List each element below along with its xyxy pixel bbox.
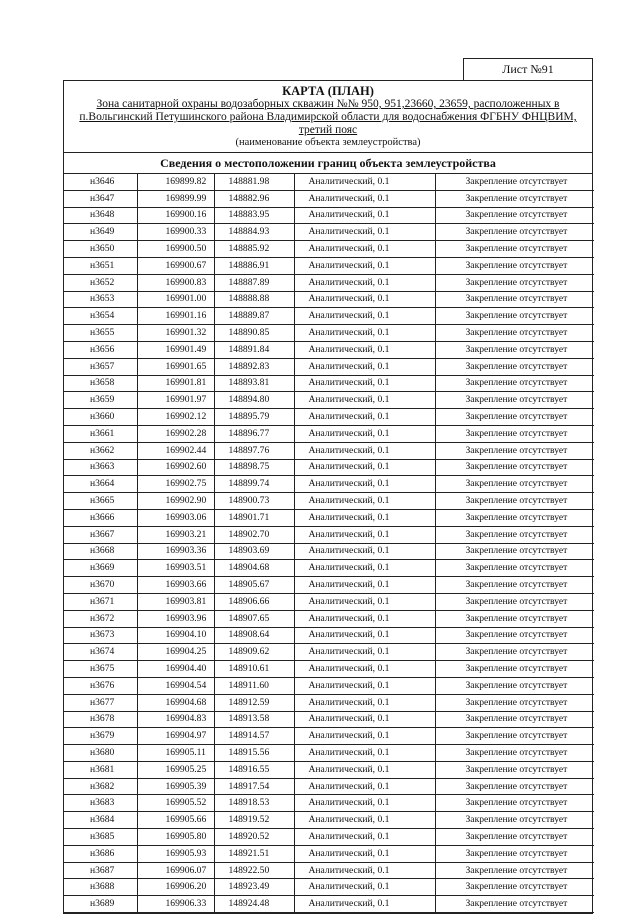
fixing-description-cell: Закрепление отсутствует xyxy=(435,829,594,846)
x-coordinate-cell: 169905.52 xyxy=(137,795,214,812)
point-name-cell: н3681 xyxy=(64,761,137,778)
point-name-cell: н3658 xyxy=(64,375,137,392)
fixing-description-cell: Закрепление отсутствует xyxy=(435,677,594,694)
fixing-description-cell: Закрепление отсутствует xyxy=(435,459,594,476)
x-coordinate-cell: 169903.66 xyxy=(137,577,214,594)
y-coordinate-cell: 148923.49 xyxy=(214,879,294,896)
x-coordinate-cell: 169901.97 xyxy=(137,392,214,409)
y-coordinate-cell: 148903.69 xyxy=(214,543,294,560)
fixing-description-cell: Закрепление отсутствует xyxy=(435,257,594,274)
y-coordinate-cell: 148921.51 xyxy=(214,845,294,862)
fixing-description-cell: Закрепление отсутствует xyxy=(435,577,594,594)
fixing-description-cell: Закрепление отсутствует xyxy=(435,778,594,795)
fixing-description-cell: Закрепление отсутствует xyxy=(435,442,594,459)
table-row xyxy=(64,207,594,224)
fixing-description-cell: Закрепление отсутствует xyxy=(435,526,594,543)
x-coordinate-cell: 169902.44 xyxy=(137,442,214,459)
point-name-cell: н3656 xyxy=(64,341,137,358)
point-name-cell: н3661 xyxy=(64,425,137,442)
y-coordinate-cell: 148896.77 xyxy=(214,425,294,442)
method-accuracy-cell: Аналитический, 0.1 xyxy=(294,375,435,392)
fixing-description-cell: Закрепление отсутствует xyxy=(435,543,594,560)
table-row xyxy=(64,325,594,342)
table-row xyxy=(64,224,594,241)
section-title: Сведения о местоположении границ объекта землеустройства xyxy=(64,153,592,174)
x-coordinate-cell: 169904.25 xyxy=(137,644,214,661)
x-coordinate-cell: 169900.83 xyxy=(137,274,214,291)
table-row xyxy=(64,560,594,577)
y-coordinate-cell: 148911.60 xyxy=(214,677,294,694)
method-accuracy-cell: Аналитический, 0.1 xyxy=(294,509,435,526)
x-coordinate-cell: 169901.65 xyxy=(137,358,214,375)
point-name-cell: н3650 xyxy=(64,241,137,258)
table-row xyxy=(64,778,594,795)
point-name-cell: н3664 xyxy=(64,476,137,493)
method-accuracy-cell: Аналитический, 0.1 xyxy=(294,862,435,879)
method-accuracy-cell: Аналитический, 0.1 xyxy=(294,341,435,358)
y-coordinate-cell: 148889.87 xyxy=(214,308,294,325)
object-name-line-2: п.Вольгинский Петушинского района Владимирской области для водоснабжения ФГБНУ ФНЦВИМ, xyxy=(79,111,577,123)
x-coordinate-cell: 169902.12 xyxy=(137,409,214,426)
point-name-cell: н3671 xyxy=(64,593,137,610)
method-accuracy-cell: Аналитический, 0.1 xyxy=(294,392,435,409)
y-coordinate-cell: 148883.95 xyxy=(214,207,294,224)
point-name-cell: н3676 xyxy=(64,677,137,694)
fixing-description-cell: Закрепление отсутствует xyxy=(435,409,594,426)
method-accuracy-cell: Аналитический, 0.1 xyxy=(294,896,435,913)
point-name-cell: н3688 xyxy=(64,879,137,896)
y-coordinate-cell: 148918.53 xyxy=(214,795,294,812)
x-coordinate-cell: 169904.10 xyxy=(137,627,214,644)
fixing-description-cell: Закрепление отсутствует xyxy=(435,845,594,862)
x-coordinate-cell: 169903.21 xyxy=(137,526,214,543)
method-accuracy-cell: Аналитический, 0.1 xyxy=(294,644,435,661)
x-coordinate-cell: 169900.16 xyxy=(137,207,214,224)
fixing-description-cell: Закрепление отсутствует xyxy=(435,392,594,409)
point-name-cell: н3672 xyxy=(64,610,137,627)
object-name-line-1: Зона санитарной охраны водозаборных скважин №№ 950, 951,23660, 23659, расположенных в xyxy=(96,98,560,110)
method-accuracy-cell: Аналитический, 0.1 xyxy=(294,661,435,678)
x-coordinate-cell: 169903.06 xyxy=(137,509,214,526)
y-coordinate-cell: 148897.76 xyxy=(214,442,294,459)
fixing-description-cell: Закрепление отсутствует xyxy=(435,325,594,342)
table-row xyxy=(64,174,594,190)
point-name-cell: н3666 xyxy=(64,509,137,526)
x-coordinate-cell: 169902.28 xyxy=(137,425,214,442)
point-name-cell: н3653 xyxy=(64,291,137,308)
x-coordinate-cell: 169906.33 xyxy=(137,896,214,913)
x-coordinate-cell: 169901.49 xyxy=(137,341,214,358)
point-name-cell: н3673 xyxy=(64,627,137,644)
method-accuracy-cell: Аналитический, 0.1 xyxy=(294,778,435,795)
x-coordinate-cell: 169900.50 xyxy=(137,241,214,258)
y-coordinate-cell: 148884.93 xyxy=(214,224,294,241)
x-coordinate-cell: 169905.11 xyxy=(137,745,214,762)
point-name-cell: н3679 xyxy=(64,728,137,745)
y-coordinate-cell: 148922.50 xyxy=(214,862,294,879)
document-header xyxy=(64,81,592,153)
y-coordinate-cell: 148881.98 xyxy=(214,174,294,190)
table-row xyxy=(64,308,594,325)
point-name-cell: н3680 xyxy=(64,745,137,762)
method-accuracy-cell: Аналитический, 0.1 xyxy=(294,358,435,375)
fixing-description-cell: Закрепление отсутствует xyxy=(435,425,594,442)
map-plan-table xyxy=(63,80,593,914)
fixing-description-cell: Закрепление отсутствует xyxy=(435,627,594,644)
fixing-description-cell: Закрепление отсутствует xyxy=(435,795,594,812)
y-coordinate-cell: 148909.62 xyxy=(214,644,294,661)
point-name-cell: н3651 xyxy=(64,257,137,274)
point-name-cell: н3669 xyxy=(64,560,137,577)
table-row xyxy=(64,274,594,291)
method-accuracy-cell: Аналитический, 0.1 xyxy=(294,493,435,510)
fixing-description-cell: Закрепление отсутствует xyxy=(435,560,594,577)
x-coordinate-cell: 169904.54 xyxy=(137,677,214,694)
x-coordinate-cell: 169905.66 xyxy=(137,812,214,829)
method-accuracy-cell: Аналитический, 0.1 xyxy=(294,761,435,778)
y-coordinate-cell: 148917.54 xyxy=(214,778,294,795)
method-accuracy-cell: Аналитический, 0.1 xyxy=(294,795,435,812)
x-coordinate-cell: 169903.81 xyxy=(137,593,214,610)
table-row xyxy=(64,493,594,510)
x-coordinate-cell: 169902.60 xyxy=(137,459,214,476)
point-name-cell: н3686 xyxy=(64,845,137,862)
table-row xyxy=(64,341,594,358)
table-row xyxy=(64,526,594,543)
table-row xyxy=(64,795,594,812)
method-accuracy-cell: Аналитический, 0.1 xyxy=(294,812,435,829)
table-row xyxy=(64,241,594,258)
table-row xyxy=(64,829,594,846)
y-coordinate-cell: 148905.67 xyxy=(214,577,294,594)
method-accuracy-cell: Аналитический, 0.1 xyxy=(294,291,435,308)
fixing-description-cell: Закрепление отсутствует xyxy=(435,509,594,526)
y-coordinate-cell: 148890.85 xyxy=(214,325,294,342)
table-row xyxy=(64,291,594,308)
point-name-cell: н3647 xyxy=(64,190,137,207)
method-accuracy-cell: Аналитический, 0.1 xyxy=(294,610,435,627)
table-row xyxy=(64,728,594,745)
point-name-cell: н3659 xyxy=(64,392,137,409)
point-name-cell: н3646 xyxy=(64,174,137,190)
y-coordinate-cell: 148915.56 xyxy=(214,745,294,762)
table-row xyxy=(64,896,594,913)
fixing-description-cell: Закрепление отсутствует xyxy=(435,761,594,778)
method-accuracy-cell: Аналитический, 0.1 xyxy=(294,325,435,342)
point-name-cell: н3682 xyxy=(64,778,137,795)
x-coordinate-cell: 169904.83 xyxy=(137,711,214,728)
method-accuracy-cell: Аналитический, 0.1 xyxy=(294,593,435,610)
table-row xyxy=(64,761,594,778)
fixing-description-cell: Закрепление отсутствует xyxy=(435,241,594,258)
point-name-cell: н3662 xyxy=(64,442,137,459)
method-accuracy-cell: Аналитический, 0.1 xyxy=(294,728,435,745)
fixing-description-cell: Закрепление отсутствует xyxy=(435,224,594,241)
y-coordinate-cell: 148919.52 xyxy=(214,812,294,829)
fixing-description-cell: Закрепление отсутствует xyxy=(435,593,594,610)
table-row xyxy=(64,644,594,661)
y-coordinate-cell: 148908.64 xyxy=(214,627,294,644)
point-name-cell: н3687 xyxy=(64,862,137,879)
fixing-description-cell: Закрепление отсутствует xyxy=(435,711,594,728)
x-coordinate-cell: 169904.97 xyxy=(137,728,214,745)
y-coordinate-cell: 148886.91 xyxy=(214,257,294,274)
fixing-description-cell: Закрепление отсутствует xyxy=(435,745,594,762)
method-accuracy-cell: Аналитический, 0.1 xyxy=(294,677,435,694)
y-coordinate-cell: 148913.58 xyxy=(214,711,294,728)
method-accuracy-cell: Аналитический, 0.1 xyxy=(294,627,435,644)
x-coordinate-cell: 169903.36 xyxy=(137,543,214,560)
table-row xyxy=(64,627,594,644)
y-coordinate-cell: 148916.55 xyxy=(214,761,294,778)
x-coordinate-cell: 169906.20 xyxy=(137,879,214,896)
method-accuracy-cell: Аналитический, 0.1 xyxy=(294,476,435,493)
method-accuracy-cell: Аналитический, 0.1 xyxy=(294,308,435,325)
y-coordinate-cell: 148907.65 xyxy=(214,610,294,627)
method-accuracy-cell: Аналитический, 0.1 xyxy=(294,560,435,577)
y-coordinate-cell: 148900.73 xyxy=(214,493,294,510)
method-accuracy-cell: Аналитический, 0.1 xyxy=(294,207,435,224)
method-accuracy-cell: Аналитический, 0.1 xyxy=(294,274,435,291)
fixing-description-cell: Закрепление отсутствует xyxy=(435,476,594,493)
x-coordinate-cell: 169901.32 xyxy=(137,325,214,342)
method-accuracy-cell: Аналитический, 0.1 xyxy=(294,845,435,862)
method-accuracy-cell: Аналитический, 0.1 xyxy=(294,442,435,459)
y-coordinate-cell: 148893.81 xyxy=(214,375,294,392)
x-coordinate-cell: 169902.90 xyxy=(137,493,214,510)
method-accuracy-cell: Аналитический, 0.1 xyxy=(294,526,435,543)
method-accuracy-cell: Аналитический, 0.1 xyxy=(294,174,435,190)
document-title: КАРТА (ПЛАН) xyxy=(282,84,374,98)
point-name-cell: н3652 xyxy=(64,274,137,291)
x-coordinate-cell: 169905.80 xyxy=(137,829,214,846)
y-coordinate-cell: 148901.71 xyxy=(214,509,294,526)
y-coordinate-cell: 148912.59 xyxy=(214,694,294,711)
table-row xyxy=(64,845,594,862)
point-name-cell: н3660 xyxy=(64,409,137,426)
y-coordinate-cell: 148914.57 xyxy=(214,728,294,745)
table-row xyxy=(64,745,594,762)
table-row xyxy=(64,711,594,728)
method-accuracy-cell: Аналитический, 0.1 xyxy=(294,224,435,241)
fixing-description-cell: Закрепление отсутствует xyxy=(435,207,594,224)
table-row xyxy=(64,593,594,610)
table-row xyxy=(64,509,594,526)
table-row xyxy=(64,459,594,476)
sheet-number: Лист №91 xyxy=(463,58,593,81)
fixing-description-cell: Закрепление отсутствует xyxy=(435,661,594,678)
fixing-description-cell: Закрепление отсутствует xyxy=(435,694,594,711)
table-row xyxy=(64,409,594,426)
table-row xyxy=(64,543,594,560)
y-coordinate-cell: 148898.75 xyxy=(214,459,294,476)
y-coordinate-cell: 148902.70 xyxy=(214,526,294,543)
table-row xyxy=(64,862,594,879)
fixing-description-cell: Закрепление отсутствует xyxy=(435,862,594,879)
table-row xyxy=(64,476,594,493)
fixing-description-cell: Закрепление отсутствует xyxy=(435,341,594,358)
x-coordinate-cell: 169905.93 xyxy=(137,845,214,862)
fixing-description-cell: Закрепление отсутствует xyxy=(435,358,594,375)
point-name-cell: н3670 xyxy=(64,577,137,594)
x-coordinate-cell: 169906.07 xyxy=(137,862,214,879)
x-coordinate-cell: 169902.75 xyxy=(137,476,214,493)
method-accuracy-cell: Аналитический, 0.1 xyxy=(294,879,435,896)
fixing-description-cell: Закрепление отсутствует xyxy=(435,728,594,745)
fixing-description-cell: Закрепление отсутствует xyxy=(435,610,594,627)
table-row xyxy=(64,257,594,274)
point-name-cell: н3649 xyxy=(64,224,137,241)
method-accuracy-cell: Аналитический, 0.1 xyxy=(294,543,435,560)
y-coordinate-cell: 148904.68 xyxy=(214,560,294,577)
fixing-description-cell: Закрепление отсутствует xyxy=(435,190,594,207)
object-name-line-3: третий пояс xyxy=(298,124,358,136)
method-accuracy-cell: Аналитический, 0.1 xyxy=(294,190,435,207)
point-name-cell: н3668 xyxy=(64,543,137,560)
table-row xyxy=(64,190,594,207)
y-coordinate-cell: 148899.74 xyxy=(214,476,294,493)
method-accuracy-cell: Аналитический, 0.1 xyxy=(294,829,435,846)
y-coordinate-cell: 148910.61 xyxy=(214,661,294,678)
x-coordinate-cell: 169905.25 xyxy=(137,761,214,778)
fixing-description-cell: Закрепление отсутствует xyxy=(435,896,594,913)
method-accuracy-cell: Аналитический, 0.1 xyxy=(294,459,435,476)
point-name-cell: н3667 xyxy=(64,526,137,543)
method-accuracy-cell: Аналитический, 0.1 xyxy=(294,745,435,762)
table-row xyxy=(64,577,594,594)
point-name-cell: н3685 xyxy=(64,829,137,846)
method-accuracy-cell: Аналитический, 0.1 xyxy=(294,409,435,426)
fixing-description-cell: Закрепление отсутствует xyxy=(435,812,594,829)
x-coordinate-cell: 169901.81 xyxy=(137,375,214,392)
method-accuracy-cell: Аналитический, 0.1 xyxy=(294,577,435,594)
y-coordinate-cell: 148895.79 xyxy=(214,409,294,426)
table-row xyxy=(64,677,594,694)
point-name-cell: н3665 xyxy=(64,493,137,510)
y-coordinate-cell: 148906.66 xyxy=(214,593,294,610)
point-name-cell: н3684 xyxy=(64,812,137,829)
table-row xyxy=(64,694,594,711)
boundary-points-body xyxy=(64,174,594,913)
point-name-cell: н3678 xyxy=(64,711,137,728)
x-coordinate-cell: 169903.51 xyxy=(137,560,214,577)
method-accuracy-cell: Аналитический, 0.1 xyxy=(294,711,435,728)
x-coordinate-cell: 169899.99 xyxy=(137,190,214,207)
point-name-cell: н3675 xyxy=(64,661,137,678)
x-coordinate-cell: 169901.16 xyxy=(137,308,214,325)
x-coordinate-cell: 169899.82 xyxy=(137,174,214,190)
fixing-description-cell: Закрепление отсутствует xyxy=(435,493,594,510)
point-name-cell: н3674 xyxy=(64,644,137,661)
method-accuracy-cell: Аналитический, 0.1 xyxy=(294,257,435,274)
method-accuracy-cell: Аналитический, 0.1 xyxy=(294,241,435,258)
table-row xyxy=(64,375,594,392)
table-row xyxy=(64,879,594,896)
point-name-cell: н3648 xyxy=(64,207,137,224)
method-accuracy-cell: Аналитический, 0.1 xyxy=(294,694,435,711)
x-coordinate-cell: 169904.40 xyxy=(137,661,214,678)
y-coordinate-cell: 148892.83 xyxy=(214,358,294,375)
fixing-description-cell: Закрепление отсутствует xyxy=(435,274,594,291)
fixing-description-cell: Закрепление отсутствует xyxy=(435,308,594,325)
boundary-points-table xyxy=(64,174,594,913)
point-name-cell: н3657 xyxy=(64,358,137,375)
x-coordinate-cell: 169901.00 xyxy=(137,291,214,308)
fixing-description-cell: Закрепление отсутствует xyxy=(435,375,594,392)
x-coordinate-cell: 169903.96 xyxy=(137,610,214,627)
method-accuracy-cell: Аналитический, 0.1 xyxy=(294,425,435,442)
fixing-description-cell: Закрепление отсутствует xyxy=(435,174,594,190)
y-coordinate-cell: 148894.80 xyxy=(214,392,294,409)
table-row xyxy=(64,425,594,442)
y-coordinate-cell: 148882.96 xyxy=(214,190,294,207)
y-coordinate-cell: 148924.48 xyxy=(214,896,294,913)
table-row xyxy=(64,661,594,678)
x-coordinate-cell: 169900.67 xyxy=(137,257,214,274)
table-row xyxy=(64,812,594,829)
fixing-description-cell: Закрепление отсутствует xyxy=(435,291,594,308)
y-coordinate-cell: 148887.89 xyxy=(214,274,294,291)
point-name-cell: н3654 xyxy=(64,308,137,325)
point-name-cell: н3677 xyxy=(64,694,137,711)
x-coordinate-cell: 169905.39 xyxy=(137,778,214,795)
y-coordinate-cell: 148920.52 xyxy=(214,829,294,846)
table-row xyxy=(64,442,594,459)
object-name-caption: (наименование объекта землеустройства) xyxy=(235,137,421,148)
y-coordinate-cell: 148888.88 xyxy=(214,291,294,308)
table-row xyxy=(64,610,594,627)
table-row xyxy=(64,358,594,375)
x-coordinate-cell: 169900.33 xyxy=(137,224,214,241)
fixing-description-cell: Закрепление отсутствует xyxy=(435,644,594,661)
point-name-cell: н3689 xyxy=(64,896,137,913)
point-name-cell: н3655 xyxy=(64,325,137,342)
fixing-description-cell: Закрепление отсутствует xyxy=(435,879,594,896)
point-name-cell: н3683 xyxy=(64,795,137,812)
x-coordinate-cell: 169904.68 xyxy=(137,694,214,711)
y-coordinate-cell: 148885.92 xyxy=(214,241,294,258)
table-row xyxy=(64,392,594,409)
point-name-cell: н3663 xyxy=(64,459,137,476)
y-coordinate-cell: 148891.84 xyxy=(214,341,294,358)
